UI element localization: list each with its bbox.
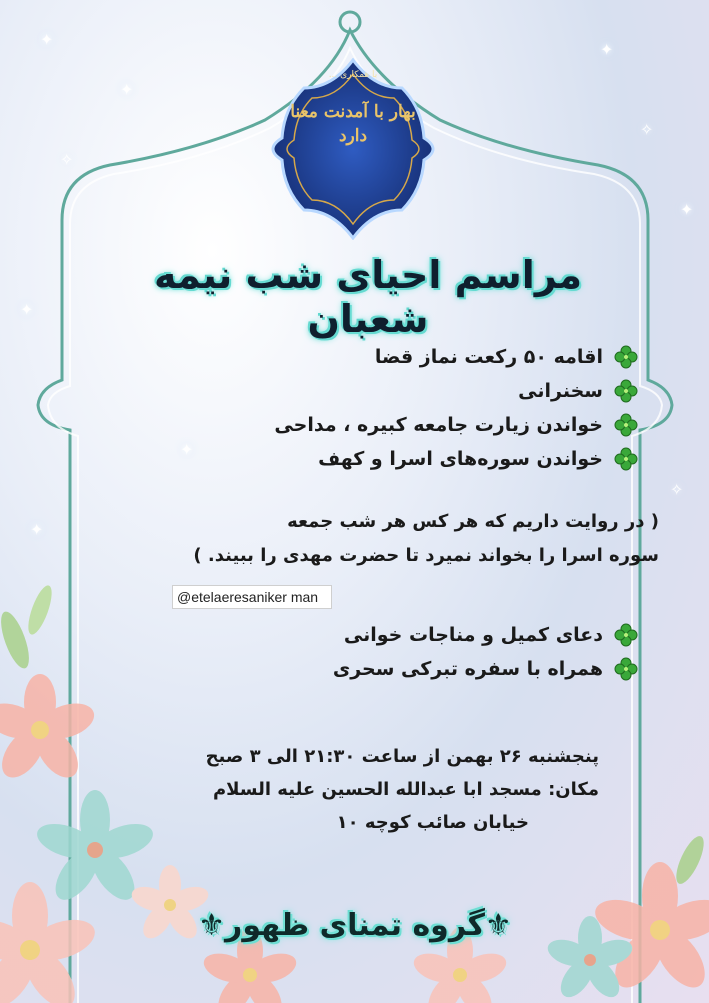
event-place: مکان: مسجد ابا عبدالله الحسین علیه السلام xyxy=(212,779,599,800)
note-line: سوره اسرا را بخواند نمیرد تا حضرت مهدی را ببیند. ) xyxy=(193,545,659,566)
sparkle-decoration: ✦ xyxy=(20,300,34,319)
badge-caption: با همکاری ... xyxy=(328,70,378,80)
sparkle-decoration: ✧ xyxy=(640,120,654,139)
badge-calligraphy: بهار با آمدنت معنا دارد xyxy=(290,102,416,146)
sparkle-decoration: ✧ xyxy=(60,150,74,169)
sparkle-decoration: ✦ xyxy=(30,520,44,539)
list-item-text: دعای کمیل و مناجات خوانی xyxy=(343,624,603,646)
page-title: مراسم احیای شب نیمه شعبان xyxy=(154,253,582,341)
sparkle-decoration: ✧ xyxy=(670,480,684,499)
list-item-text: سخنرانی xyxy=(518,380,603,402)
list-item-text: خواندن سوره‌های اسرا و کهف xyxy=(318,448,603,470)
sparkle-decoration: ✦ xyxy=(120,80,134,99)
note-line: ( در روایت داریم که هر کس هر شب جمعه xyxy=(287,511,659,532)
list-item-text: اقامه ۵۰ رکعت نماز قضا xyxy=(374,346,603,368)
sparkle-decoration: ✦ xyxy=(180,440,194,459)
group-signature: ⚜گروه تمنای ظهور⚜ xyxy=(198,908,512,943)
sparkle-decoration: ✦ xyxy=(680,200,694,219)
list-item-text: خواندن زیارت جامعه کبیره ، مداحی xyxy=(274,414,603,436)
list-item-text: همراه با سفره تبرکی سحری xyxy=(332,658,603,680)
event-street: خیابان صائب کوچه ۱۰ xyxy=(336,812,529,833)
sparkle-decoration: ✦ xyxy=(40,30,54,49)
channel-handle: @etelaeresaniker man xyxy=(172,585,332,609)
event-time: پنجشنبه ۲۶ بهمن از ساعت ۲۱:۳۰ الی ۳ صبح xyxy=(205,746,599,767)
sparkle-decoration: ✦ xyxy=(600,40,614,59)
